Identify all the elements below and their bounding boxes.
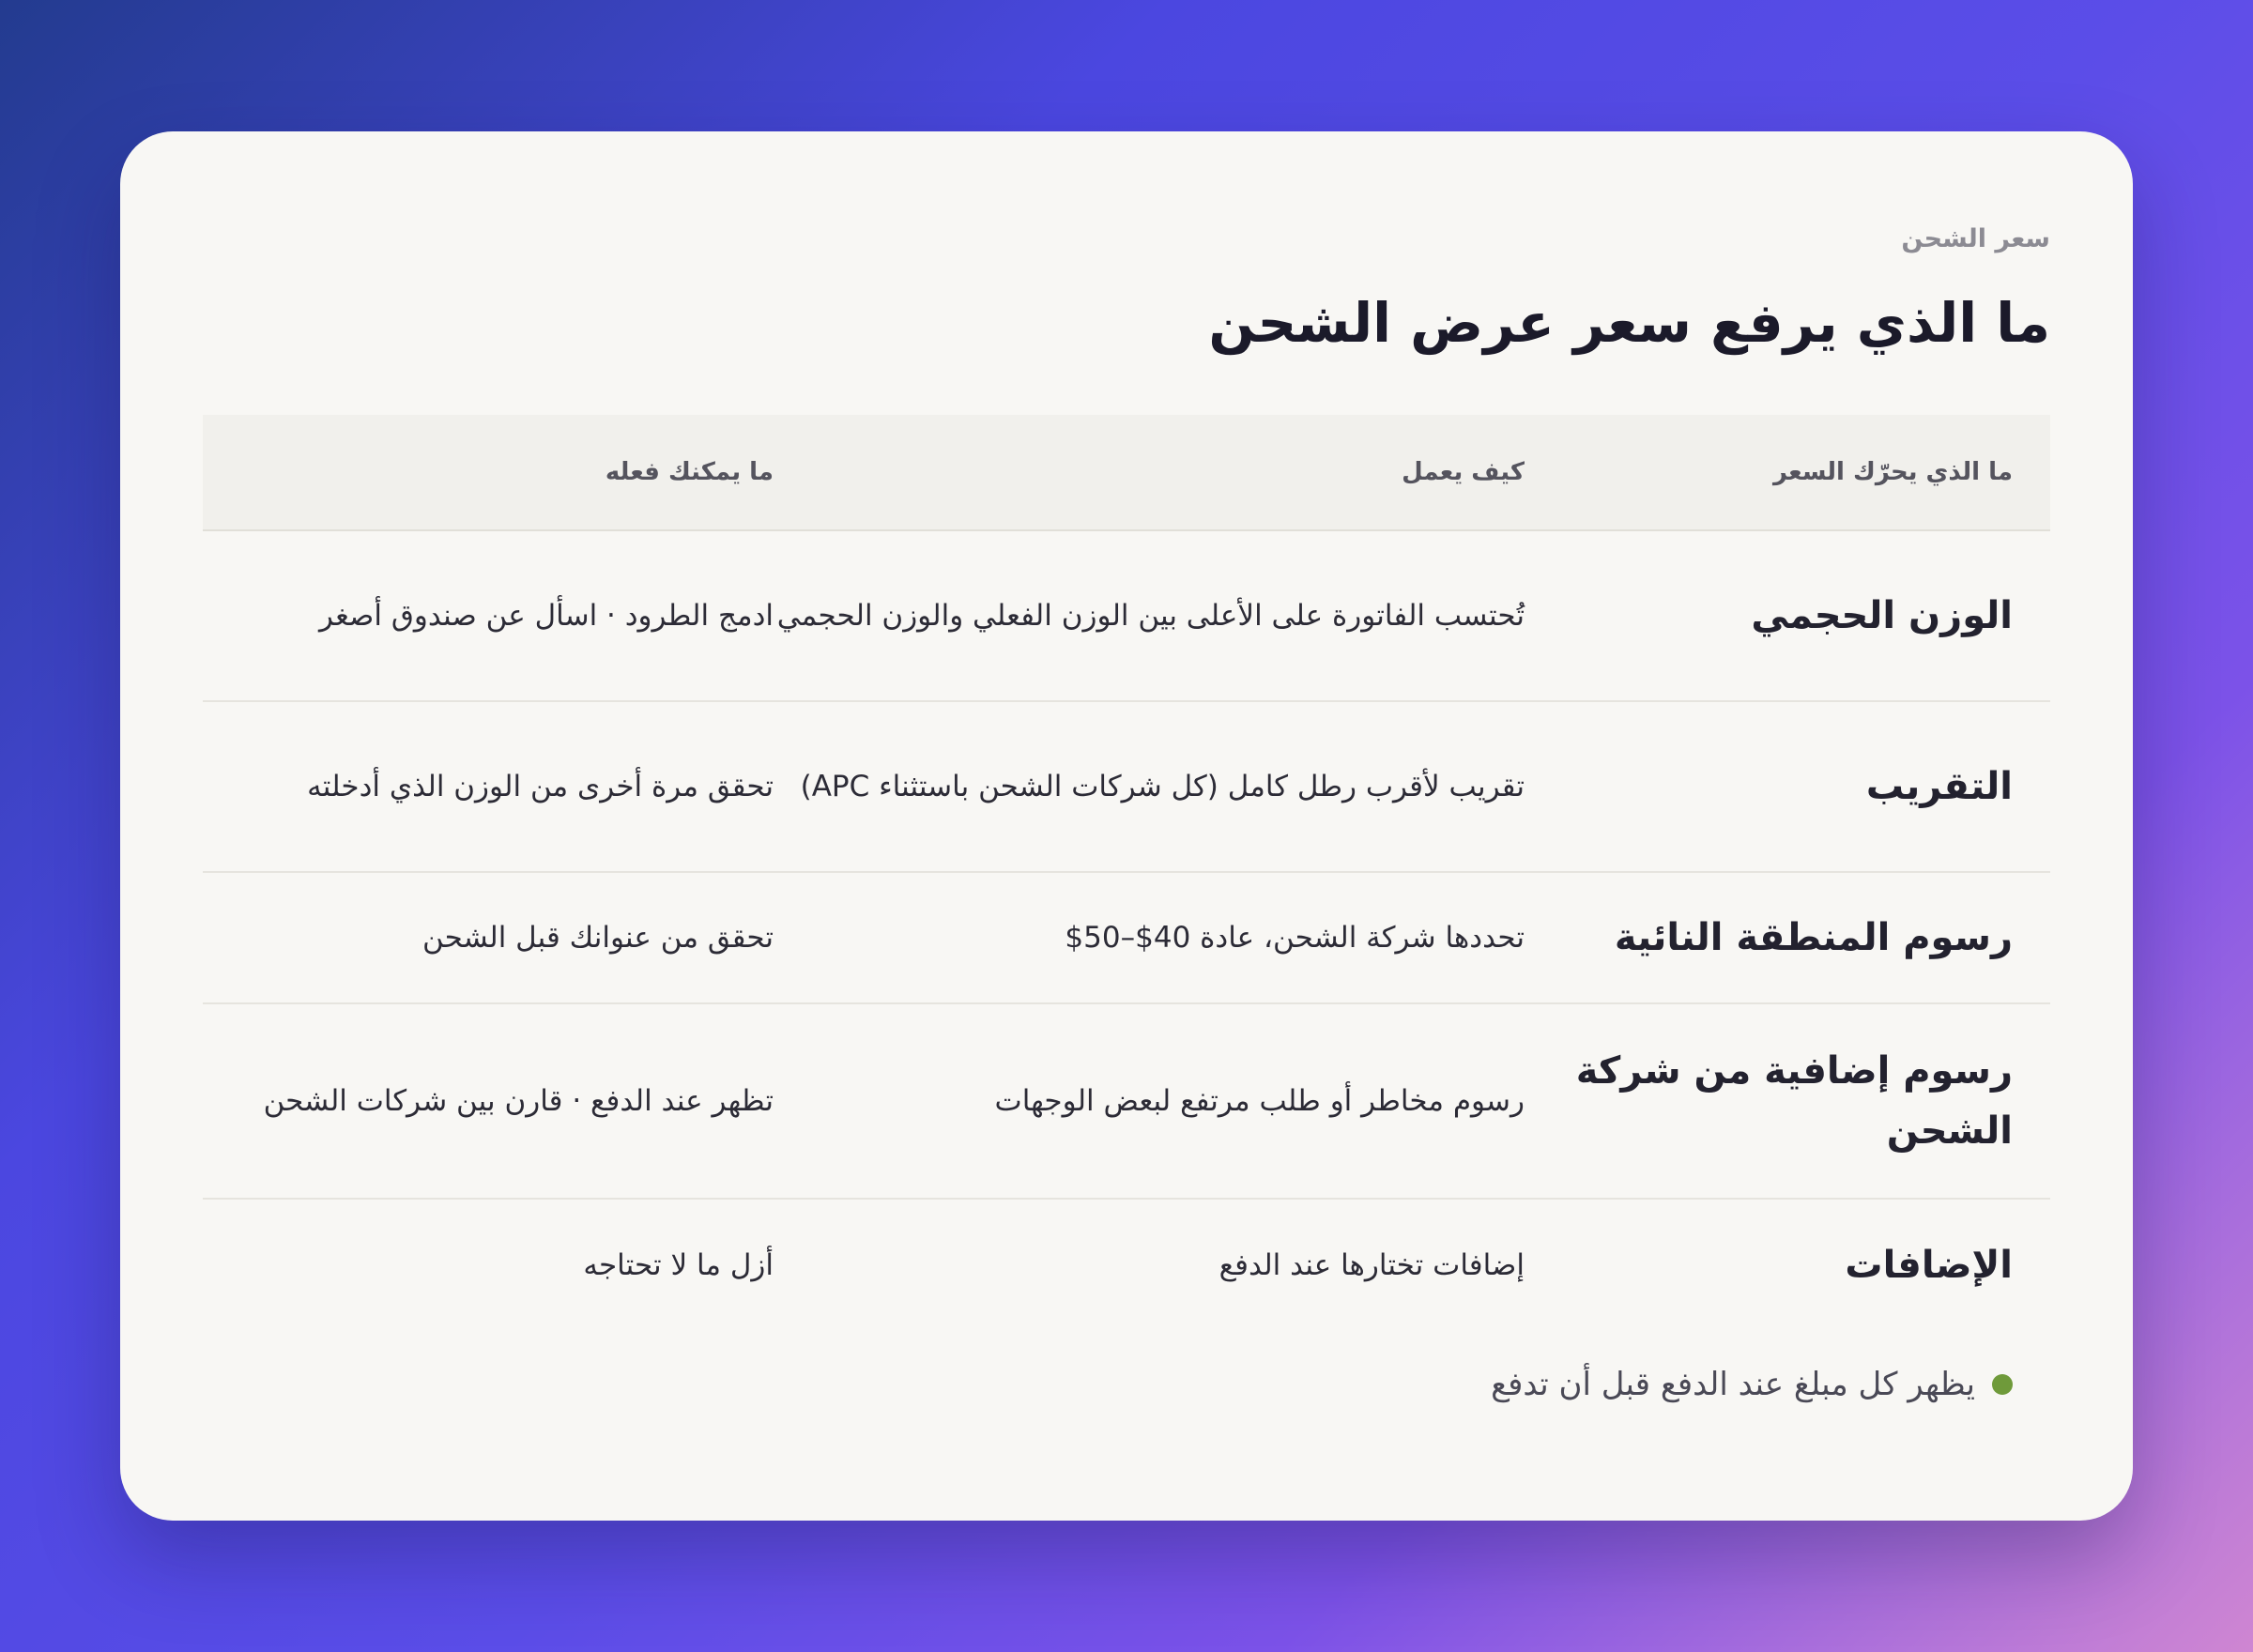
- factor-label: رسوم إضافية من شركة الشحن: [1575, 1049, 2013, 1153]
- action-text: ادمج الطرود · اسأل عن صندوق أصغر: [319, 599, 774, 633]
- how-it-works-text: تحددها شركة الشحن، عادة 40$–50$: [1065, 921, 1525, 955]
- action-text: تحقق مرة أخرى من الوزن الذي أدخلته: [307, 770, 774, 803]
- factor-label: رسوم المنطقة النائية: [1614, 916, 2013, 959]
- action-text: تظهر عند الدفع · قارن بين شركات الشحن: [263, 1084, 774, 1118]
- factor-label: التقريب: [1865, 765, 2013, 808]
- table-row: [203, 873, 2050, 1004]
- shipping-price-card: [120, 131, 2133, 1521]
- column-header-how: كيف يعمل: [1402, 458, 1525, 486]
- price-factors-table: [203, 415, 2050, 1331]
- column-header-action: ما يمكنك فعله: [605, 458, 774, 486]
- how-it-works-text: إضافات تختارها عند الدفع: [1218, 1248, 1525, 1282]
- column-header-factor: ما الذي يحرّك السعر: [1772, 458, 2013, 486]
- table-row: [203, 1004, 2050, 1200]
- table-row: [203, 1200, 2050, 1331]
- table-header-row: [203, 415, 2050, 531]
- status-dot-icon: [1992, 1374, 2013, 1395]
- factor-label: الإضافات: [1845, 1244, 2013, 1287]
- section-kicker: سعر الشحن: [1901, 224, 2050, 253]
- how-it-works-text: رسوم مخاطر أو طلب مرتفع لبعض الوجهات: [994, 1084, 1525, 1118]
- footer-note: [1491, 1359, 2013, 1410]
- page-title: ما الذي يرفع سعر عرض الشحن: [1208, 291, 2050, 355]
- factor-label: الوزن الحجمي: [1751, 594, 2013, 637]
- action-text: أزل ما لا تحتاجه: [583, 1248, 774, 1282]
- table-row: [203, 531, 2050, 702]
- how-it-works-text: تُحتسب الفاتورة على الأعلى بين الوزن الفعلي والوزن الحجمي: [776, 599, 1525, 633]
- footer-note-text: يظهر كل مبلغ عند الدفع قبل أن تدفع: [1491, 1366, 1975, 1403]
- how-it-works-text: تقريب لأقرب رطل كامل (كل شركات الشحن باستثناء APC): [800, 770, 1525, 803]
- action-text: تحقق من عنوانك قبل الشحن: [422, 921, 774, 955]
- table-row: [203, 702, 2050, 873]
